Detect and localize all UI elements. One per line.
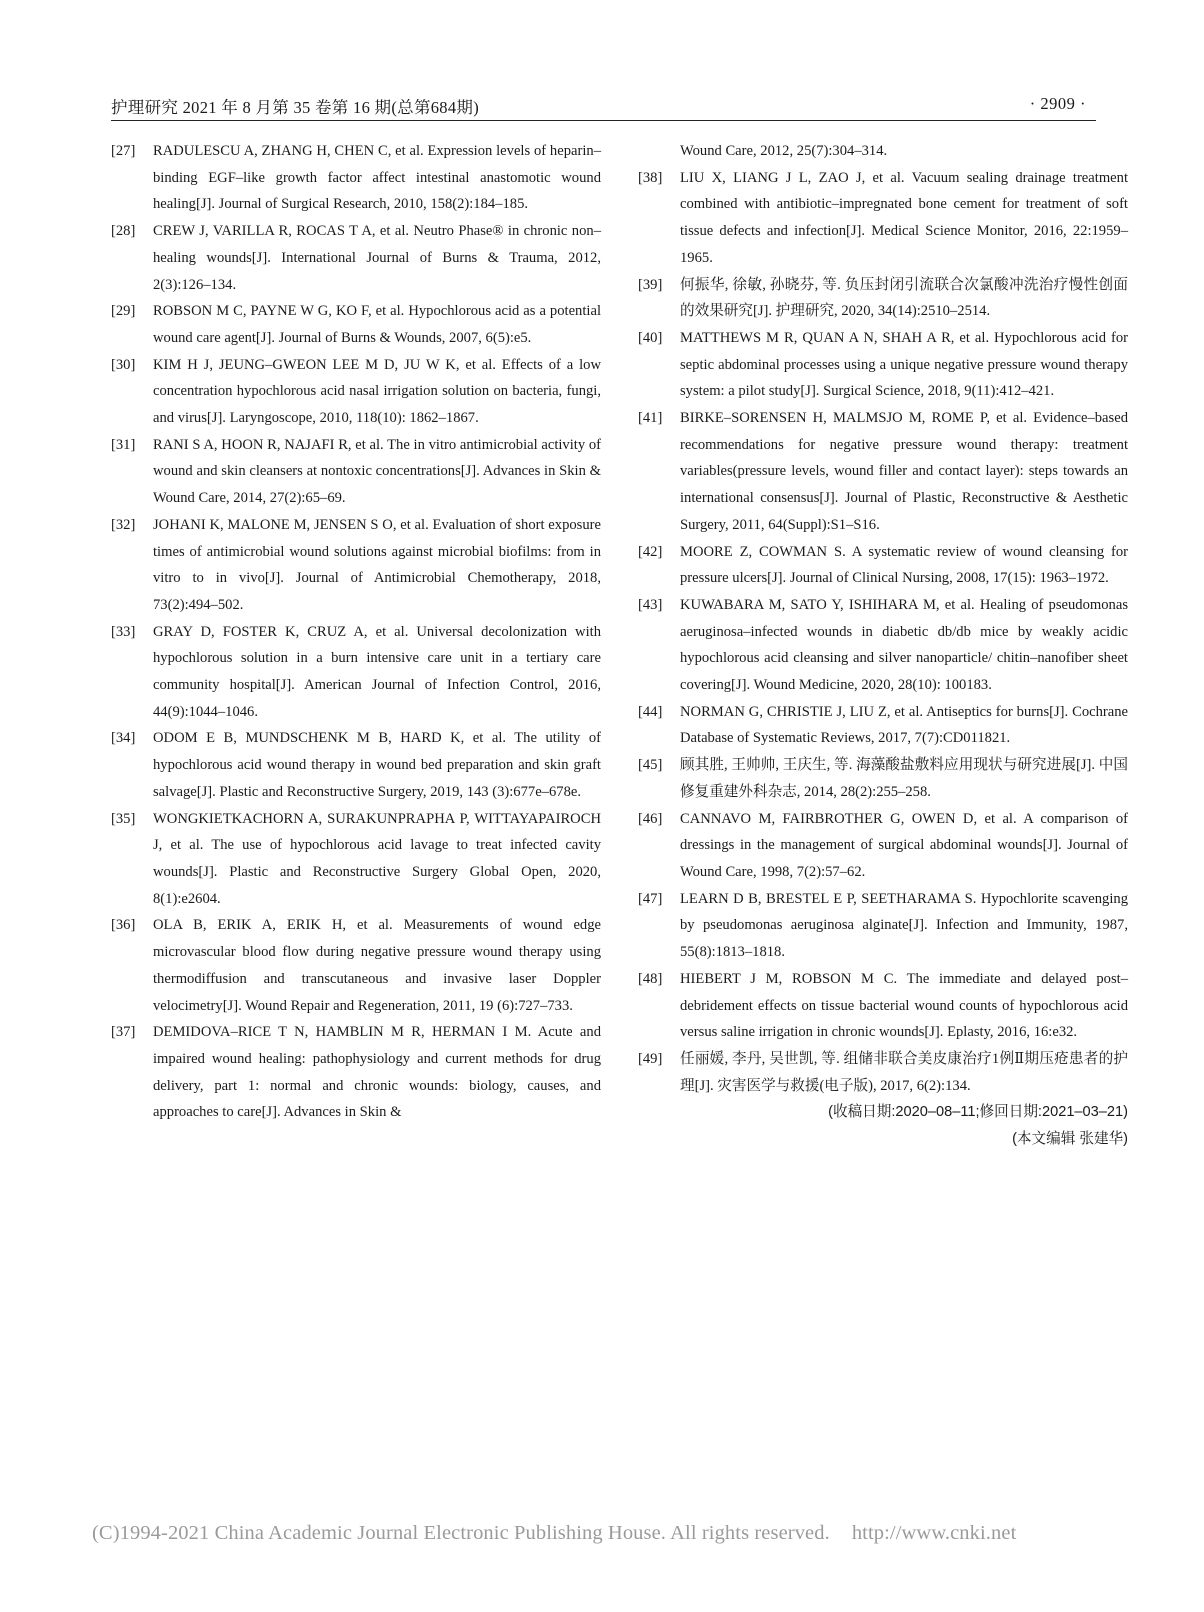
reference-number: [38] bbox=[638, 169, 663, 186]
received-dates: (收稿日期:2020–08–11;修回日期:2021–03–21) bbox=[828, 1104, 1128, 1121]
reference-item bbox=[111, 619, 601, 726]
reference-text: WONGKIETKACHORN A, SURAKUNPRAPHA P, WITTAYAPAIROCH J, et al. The use of hypochlorous acid lavage to treat infected cavity wounds[J]. Plastic and Reconstructive Surgery Global Open, 2020, 8(1):e2604. bbox=[153, 810, 601, 907]
reference-continuation bbox=[638, 138, 1128, 165]
reference-number: [33] bbox=[111, 623, 136, 640]
reference-number: [44] bbox=[638, 703, 663, 720]
reference-item bbox=[638, 405, 1128, 539]
reference-item bbox=[638, 699, 1128, 752]
reference-text: HIEBERT J M, ROBSON M C. The immediate and delayed post–debridement effects on tissue bacterial wound counts of hypochlorous acid versus saline irrigation in chronic wounds[J]. Eplasty, 2016, 16:e32. bbox=[680, 970, 1128, 1041]
reference-item bbox=[111, 432, 601, 512]
reference-item bbox=[638, 165, 1128, 272]
reference-item bbox=[638, 752, 1128, 805]
reference-item bbox=[111, 138, 601, 218]
reference-number: [46] bbox=[638, 810, 663, 827]
reference-text: 何振华, 徐敏, 孙晓芬, 等. 负压封闭引流联合次氯酸冲洗治疗慢性创面的效果研究[J]. 护理研究, 2020, 34(14):2510–2514. bbox=[680, 276, 1128, 320]
reference-number: [48] bbox=[638, 970, 663, 987]
reference-number: [36] bbox=[111, 917, 136, 934]
reference-text: CANNAVO M, FAIRBROTHER G, OWEN D, et al. A comparison of dressings in the management of surgical abdominal wounds[J]. Journal of Wound Care, 1998, 7(2):57–62. bbox=[680, 810, 1128, 880]
reference-item bbox=[111, 512, 601, 619]
reference-number: [43] bbox=[638, 596, 663, 613]
reference-item bbox=[638, 272, 1128, 325]
reference-text: KIM H J, JEUNG–GWEON LEE M D, JU W K, et al. Effects of a low concentration hypochlorous acid nasal irrigation solution on bacteria, fungi, and virus[J]. Laryngoscope, 2010, 118(10): 1862–1867. bbox=[153, 356, 601, 427]
reference-number: [35] bbox=[111, 810, 136, 827]
page-number: · 2909 · bbox=[1029, 94, 1086, 113]
reference-item bbox=[111, 806, 601, 913]
reference-text: BIRKE–SORENSEN H, MALMSJO M, ROME P, et al. Evidence–based recommendations for negative pressure wound therapy: treatment variables(pressure levels, wound filler and contact layer): steps towards an international consensus[J]. Journal of Plastic, Reconstructive & Aesthetic Surgery, 2011, 64(Suppl):S1–S16. bbox=[680, 410, 1128, 533]
reference-number: [32] bbox=[111, 516, 136, 533]
reference-item bbox=[638, 886, 1128, 966]
reference-text: LEARN D B, BRESTEL E P, SEETHARAMA S. Hypochlorite scavenging by pseudomonas aeruginosa alginate[J]. Infection and Immunity, 1987, 55(8):1813–1818. bbox=[680, 890, 1128, 961]
running-header bbox=[111, 88, 1096, 121]
reference-text: GRAY D, FOSTER K, CRUZ A, et al. Universal decolonization with hypochlorous solution in a burn intensive care unit in a tertiary care community hospital[J]. American Journal of Infection Control, 2016, 44(9):1044–1046. bbox=[153, 623, 601, 720]
reference-item bbox=[111, 725, 601, 805]
reference-text: DEMIDOVA–RICE T N, HAMBLIN M R, HERMAN I M. Acute and impaired wound healing: pathophysiology and current methods for drug delivery, part 1: normal and chronic wounds: biology, causes, and approaches to care[J]. Advances in Skin & bbox=[153, 1024, 601, 1121]
reference-number: [39] bbox=[638, 276, 663, 293]
references-right-column bbox=[638, 138, 1128, 1153]
reference-number: [42] bbox=[638, 543, 663, 560]
reference-number: [41] bbox=[638, 410, 663, 427]
reference-number: [34] bbox=[111, 730, 136, 747]
reference-text: JOHANI K, MALONE M, JENSEN S O, et al. Evaluation of short exposure times of antimicrobial wound solutions against microbial biofilms: from in vitro to in vivo[J]. Journal of Antimicrobial Chemotherapy, 2018, 73(2):494–502. bbox=[153, 516, 601, 613]
reference-item bbox=[638, 966, 1128, 1046]
reference-text: 任丽媛, 李丹, 吴世凯, 等. 组储非联合美皮康治疗1例Ⅱ期压疮患者的护理[J]. 灾害医学与救援(电子版), 2017, 6(2):134. bbox=[680, 1050, 1128, 1094]
reference-text: MATTHEWS M R, QUAN A N, SHAH A R, et al. Hypochlorous acid for septic abdominal processes using a unique negative pressure wound therapy system: a pilot study[J]. Surgical Science, 2018, 9(11):412–421. bbox=[680, 329, 1128, 400]
copyright-text: (C)1994-2021 China Academic Journal Electronic Publishing House. All rights reserved. bbox=[92, 1522, 830, 1544]
references-left-column bbox=[111, 138, 601, 1126]
reference-text: KUWABARA M, SATO Y, ISHIHARA M, et al. Healing of pseudomonas aeruginosa–infected wounds in diabetic db/db mice by weakly acidic hypochlorous acid cleansing and silver nanoparticle/ chitin–nanofiber sheet covering[J]. Wound Medicine, 2020, 28(10): 100183. bbox=[680, 596, 1128, 694]
editor-credit: (本文编辑 张建华) bbox=[1012, 1131, 1128, 1148]
reference-number: [27] bbox=[111, 143, 136, 159]
reference-text: OLA B, ERIK A, ERIK H, et al. Measurements of wound edge microvascular blood flow during negative pressure wound therapy using thermodiffusion and transcutaneous and invasive laser Doppler velocimetry[J]. Wound Repair and Regeneration, 2011, 19 (6):727–733. bbox=[153, 917, 601, 1014]
reference-text: ODOM E B, MUNDSCHENK M B, HARD K, et al. The utility of hypochlorous acid wound therapy in wound bed preparation and skin graft salvage[J]. Plastic and Reconstructive Surgery, 2019, 143 (3):677e–678e. bbox=[153, 730, 601, 800]
copyright-footer bbox=[92, 1522, 1016, 1545]
reference-number: [29] bbox=[111, 303, 136, 320]
reference-item bbox=[638, 592, 1128, 699]
reference-text: 顾其胜, 王帅帅, 王庆生, 等. 海藻酸盐敷料应用现状与研究进展[J]. 中国修复重建外科杂志, 2014, 28(2):255–258. bbox=[680, 757, 1128, 800]
reference-number: [31] bbox=[111, 436, 136, 453]
reference-number: [40] bbox=[638, 329, 663, 346]
reference-item bbox=[638, 539, 1128, 592]
reference-item bbox=[111, 912, 601, 1019]
reference-item bbox=[638, 806, 1128, 886]
reference-text: LIU X, LIANG J L, ZAO J, et al. Vacuum sealing drainage treatment combined with antibiotic–impregnated bone cement for treatment of soft tissue defects and infection[J]. Medical Science Monitor, 2016, 22:1959–1965. bbox=[680, 169, 1128, 266]
journal-citation: 护理研究 2021 年 8 月第 35 卷第 16 期(总第684期) bbox=[111, 98, 479, 117]
reference-number: [37] bbox=[111, 1024, 136, 1041]
reference-text: RANI S A, HOON R, NAJAFI R, et al. The in vitro antimicrobial activity of wound and skin cleansers at nontoxic concentrations[J]. Advances in Skin & Wound Care, 2014, 27(2):65–69. bbox=[153, 436, 601, 507]
reference-text: CREW J, VARILLA R, ROCAS T A, et al. Neutro Phase® in chronic non–healing wounds[J]. International Journal of Burns & Trauma, 2012, 2(3):126–134. bbox=[153, 223, 601, 293]
reference-text: Wound Care, 2012, 25(7):304–314. bbox=[680, 143, 888, 159]
reference-item bbox=[111, 352, 601, 432]
reference-item bbox=[111, 1019, 601, 1126]
reference-text: NORMAN G, CHRISTIE J, LIU Z, et al. Antiseptics for burns[J]. Cochrane Database of Systematic Reviews, 2017, 7(7):CD011821. bbox=[680, 703, 1128, 747]
reference-text: MOORE Z, COWMAN S. A systematic review of wound cleansing for pressure ulcers[J]. Journal of Clinical Nursing, 2008, 17(15): 1963–1972. bbox=[680, 543, 1128, 587]
reference-item bbox=[638, 325, 1128, 405]
reference-number: [28] bbox=[111, 223, 136, 240]
reference-number: [49] bbox=[638, 1050, 663, 1067]
reference-number: [47] bbox=[638, 890, 663, 907]
cnki-link[interactable]: http://www.cnki.net bbox=[851, 1522, 1017, 1544]
reference-item bbox=[638, 1046, 1128, 1099]
reference-number: [45] bbox=[638, 757, 663, 774]
reference-number: [30] bbox=[111, 356, 136, 373]
reference-text: RADULESCU A, ZHANG H, CHEN C, et al. Expression levels of heparin–binding EGF–like growth factor affect intestinal anastomotic wound healing[J]. Journal of Surgical Research, 2010, 158(2):184–185. bbox=[153, 143, 601, 213]
reference-text: ROBSON M C, PAYNE W G, KO F, et al. Hypochlorous acid as a potential wound care agent[J]. Journal of Burns & Wounds, 2007, 6(5):e5. bbox=[153, 303, 601, 346]
reference-item bbox=[111, 298, 601, 351]
reference-item bbox=[111, 218, 601, 298]
